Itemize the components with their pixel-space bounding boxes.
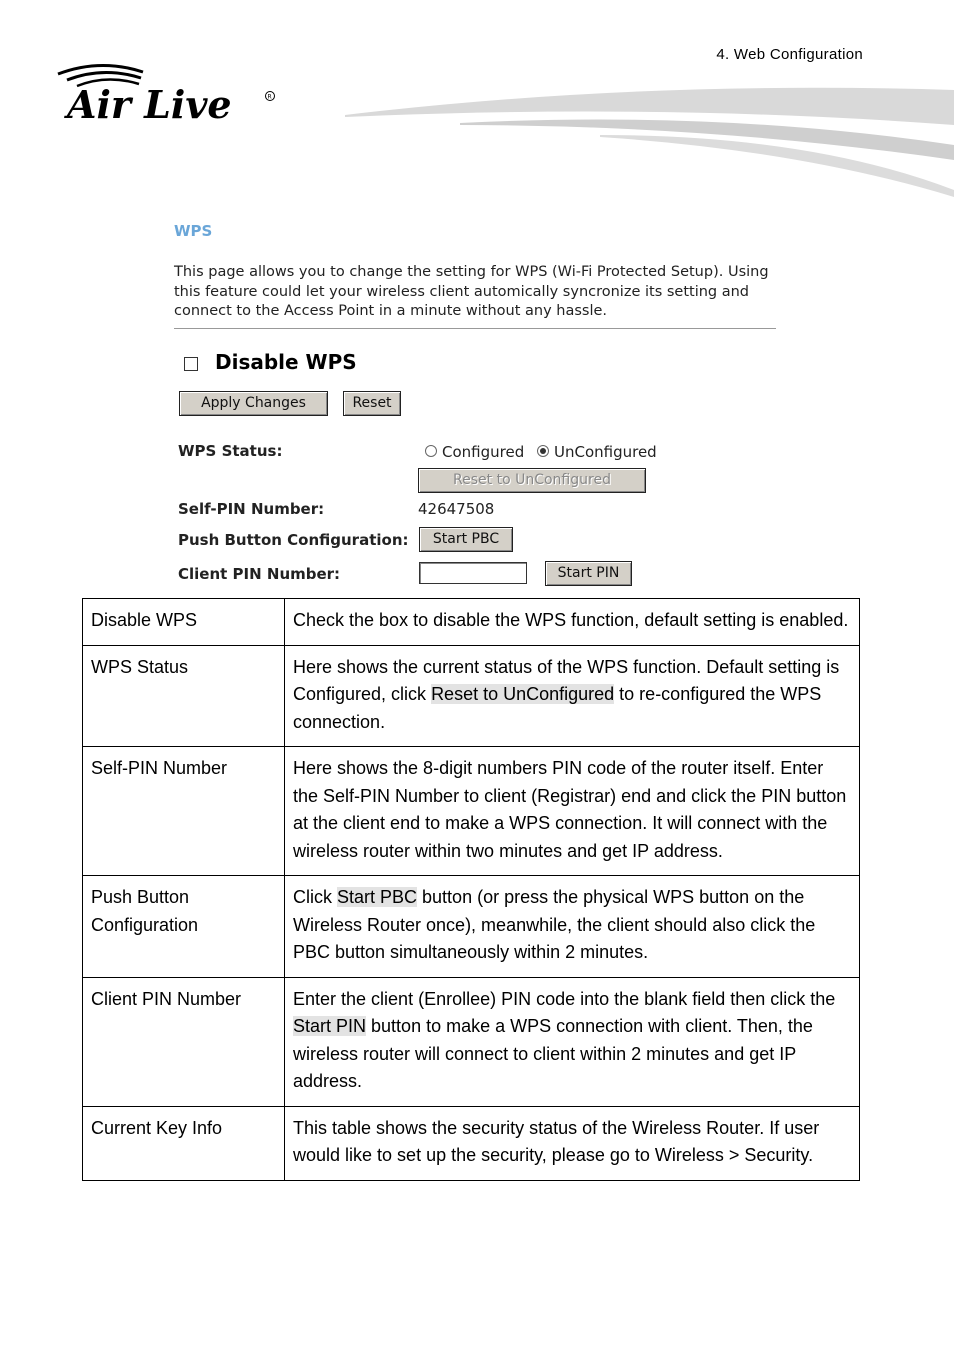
unconfigured-label: UnConfigured: [554, 443, 657, 461]
row-desc: Click Start PBC button (or press the physical WPS button on the Wireless Router once), meanwhile, the client should also click the PBC button simultaneously within 2 minutes.: [285, 876, 860, 978]
highlight-term: Reset to UnConfigured: [431, 684, 615, 704]
disable-wps-label: Disable WPS: [215, 350, 357, 374]
divider: [174, 328, 776, 329]
highlight-term: Start PIN: [293, 1016, 367, 1036]
start-pbc-button[interactable]: Start PBC: [419, 527, 513, 552]
client-pin-label: Client PIN Number:: [178, 565, 341, 583]
table-row: [83, 977, 860, 1106]
wps-title: WPS: [174, 222, 213, 240]
pbc-label: Push Button Configuration:: [178, 531, 409, 549]
apply-changes-button[interactable]: Apply Changes: [179, 391, 328, 416]
row-key: WPS Status: [83, 645, 285, 747]
row-desc: Here shows the 8-digit numbers PIN code of the router itself. Enter the Self-PIN Number to client (Registrar) end and click the PIN button at the client end to make a WPS connection. It will connect with the wireless router within two minutes and get IP address.: [285, 747, 860, 876]
wps-screenshot: [166, 212, 788, 592]
row-key: Self-PIN Number: [83, 747, 285, 876]
table-row: [83, 876, 860, 978]
wps-status-label: WPS Status:: [178, 442, 283, 460]
header-swoosh: [340, 85, 954, 200]
description-table: [82, 598, 860, 1181]
svg-text:R: R: [267, 93, 272, 101]
self-pin-value: 42647508: [418, 500, 495, 518]
row-desc: This table shows the security status of the Wireless Router. If user would like to set up the security, please go to Wireless > Security.: [285, 1106, 860, 1180]
disable-wps-checkbox[interactable]: [184, 357, 198, 371]
logo-text: Air Live: [67, 82, 232, 127]
row-key: Client PIN Number: [83, 977, 285, 1106]
table-row: [83, 599, 860, 646]
table-row: [83, 1106, 860, 1180]
unconfigured-radio[interactable]: [537, 445, 549, 457]
row-key: Push Button Configuration: [83, 876, 285, 978]
start-pin-button[interactable]: Start PIN: [545, 561, 632, 586]
client-pin-input[interactable]: [419, 562, 527, 584]
table-row: [83, 747, 860, 876]
self-pin-label: Self-PIN Number:: [178, 500, 325, 518]
table-row: [83, 645, 860, 747]
row-desc: Here shows the current status of the WPS function. Default setting is Configured, click Reset to UnConfigured to re-configured the WPS connection.: [285, 645, 860, 747]
section-header: 4. Web Configuration: [716, 46, 863, 63]
wps-intro: This page allows you to change the setting for WPS (Wi-Fi Protected Setup). Using this feature could let your wireless client automically syncronize its setting and connect to the Access Point in a minute without any hassle.: [174, 264, 769, 319]
configured-radio[interactable]: [425, 445, 437, 457]
reset-to-unconfigured-button[interactable]: Reset to UnConfigured: [418, 468, 646, 493]
configured-label: Configured: [442, 443, 525, 461]
row-key: Current Key Info: [83, 1106, 285, 1180]
airlive-logo: [55, 60, 285, 130]
row-key: Disable WPS: [83, 599, 285, 646]
row-desc: Check the box to disable the WPS function, default setting is enabled.: [285, 599, 860, 646]
highlight-term: Start PBC: [337, 887, 418, 907]
row-desc: Enter the client (Enrollee) PIN code into the blank field then click the Start PIN button to make a WPS connection with client. Then, the wireless router will connect to client within 2 minutes and get IP address.: [285, 977, 860, 1106]
reset-button[interactable]: Reset: [343, 391, 401, 416]
